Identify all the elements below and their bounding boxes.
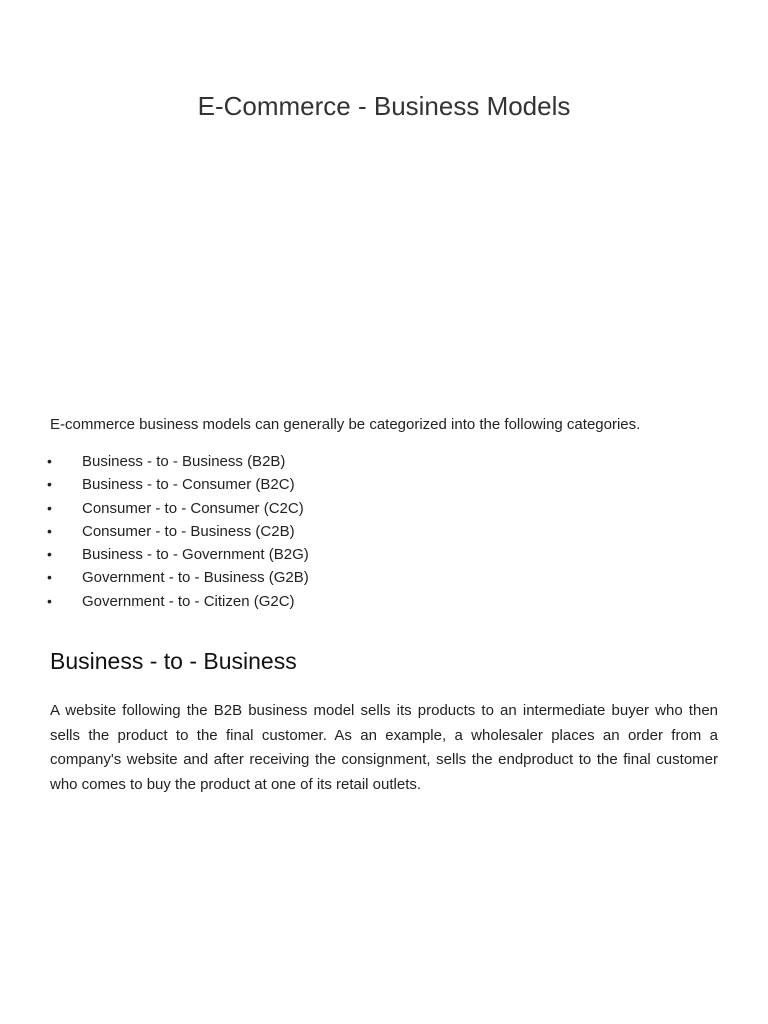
list-item-text: Consumer - to - Business (C2B) — [82, 522, 295, 540]
bullet-icon: • — [47, 592, 52, 609]
list-item-text: Business - to - Government (B2G) — [82, 546, 309, 564]
intro-paragraph: E-commerce business models can generally be categorized into the following categories. — [50, 416, 641, 433]
page-title: E-Commerce - Business Models — [197, 91, 571, 121]
list-item — [47, 497, 718, 520]
list-item — [47, 590, 718, 613]
bullet-icon: • — [47, 569, 52, 586]
blank-ad-area — [50, 140, 718, 390]
section-paragraph: A website following the B2B business model sells its products to an intermediate buyer who then sells the product to the final customer. As an example, a wholesaler places an order from a company's website and after receiving the consignment, sells the endproduct to the final customer who comes to buy the product at one of its retail outlets. — [50, 702, 718, 793]
list-item — [47, 473, 718, 496]
list-item-text: Consumer - to - Consumer (C2C) — [82, 499, 304, 517]
bullet-icon: • — [47, 499, 52, 516]
bullet-icon: • — [47, 546, 52, 563]
list-item-text: Government - to - Business (G2B) — [82, 569, 309, 587]
bullet-icon: • — [47, 476, 52, 493]
list-item — [47, 566, 718, 589]
list-item — [47, 543, 718, 566]
list-item — [47, 520, 718, 543]
list-item-text: Business - to - Business (B2B) — [82, 453, 286, 470]
bullet-icon: • — [47, 453, 52, 469]
section-heading: Business - to - Business — [50, 648, 297, 674]
list-item — [47, 450, 718, 473]
bullet-icon: • — [47, 522, 52, 539]
list-item-text: Government - to - Citizen (G2C) — [82, 592, 295, 610]
category-list — [47, 450, 718, 613]
list-item-text: Business - to - Consumer (B2C) — [82, 476, 295, 494]
